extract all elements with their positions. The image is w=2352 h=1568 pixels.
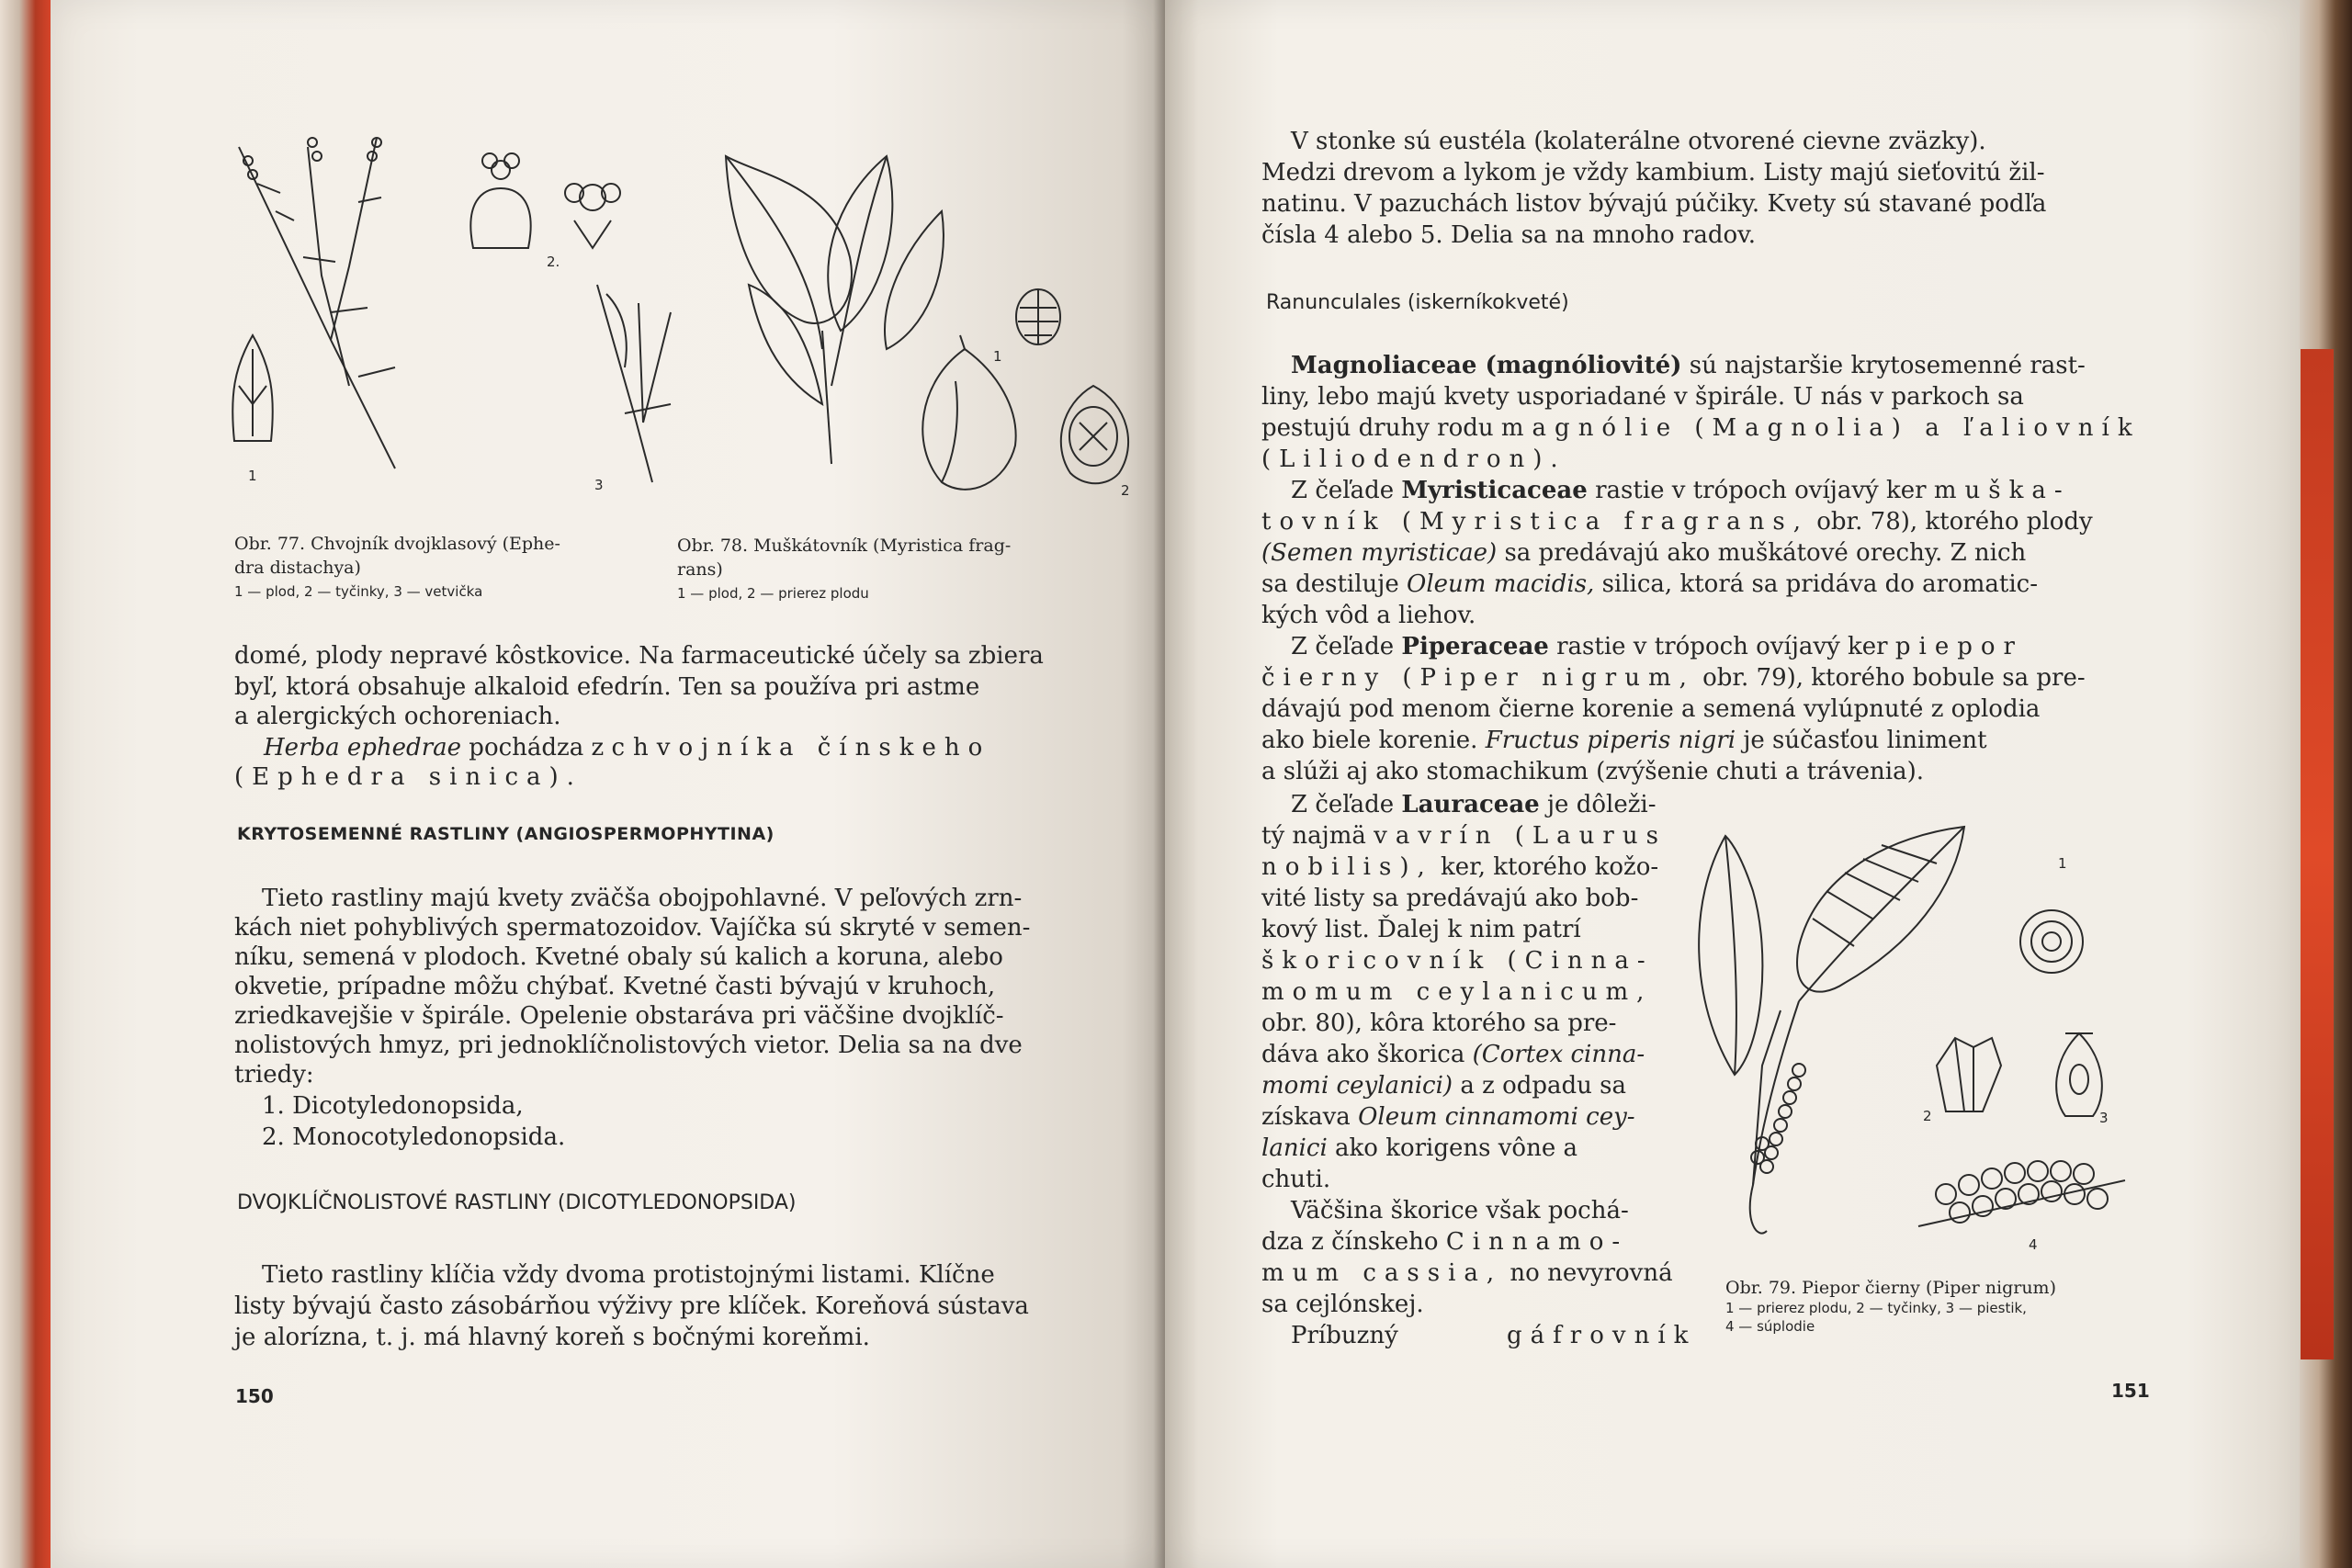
left-para3-line7: triedy: — [234, 1061, 314, 1089]
fig77-caption-title: Obr. 77. Chvojník dvojklasový (Ephe- — [234, 534, 560, 554]
fig77-label-2: 2. — [547, 254, 560, 270]
fig78-caption-title: Obr. 78. Muškátovník (Myristica frag- — [677, 536, 1012, 556]
laur-line5: kový list. Ďalej k nim patrí — [1261, 916, 1581, 943]
laur-line6: škoricovník (Cinna- — [1261, 947, 1654, 975]
fig78-label-1: 1 — [993, 348, 1002, 365]
right-para1-line2: Medzi drevom a lykom je vždy kambium. Listy majú sieťovitú žil- — [1261, 159, 2045, 186]
chvojnik-cinsky-term: chvojníka čínskeho — [611, 734, 991, 761]
fig78-label-2: 2 — [1121, 482, 1130, 499]
left-para3-line2: kách niet pohyblivých spermatozoidov. Vajíčka sú skryté v semen- — [234, 914, 1031, 942]
left-para1-line1: domé, plody nepravé kôstkovice. Na farmaceutické účely sa zbiera — [234, 642, 1044, 670]
laur-line1: Z čeľade Lauraceae je dôleži- — [1291, 791, 1657, 818]
cass-line2: dza z čínskeho Cinnamo- — [1261, 1228, 1629, 1256]
piper-line3: dávajú pod menom čierne korenie a semená vylúpnuté z oplodia — [1261, 695, 2041, 723]
left-para3-line1: Tieto rastliny majú kvety zväčša obojpohlavné. V peľových zrn- — [262, 885, 1023, 912]
fig78-seed-illustration — [1011, 285, 1066, 349]
lauraceae-term: Lauraceae — [1401, 791, 1540, 818]
laur-line8: obr. 80), kôra ktorého sa pre- — [1261, 1010, 1617, 1037]
left-para4-line1: Tieto rastliny klíčia vždy dvoma protistojnými listami. Klíčne — [262, 1261, 995, 1289]
left-page — [51, 0, 1167, 1568]
cass-line4: sa cejlónskej. — [1261, 1291, 1424, 1318]
semen-myristicae-term: (Semen myristicae) — [1261, 539, 1498, 567]
fig77-stamen-illustration — [464, 147, 639, 257]
herba-ephedrae-term: Herba ephedrae — [264, 734, 462, 761]
piper-line4: ako biele korenie. Fructus piperis nigri je súčasťou liniment — [1261, 727, 1987, 754]
myristic-line5: kých vôd a liehov. — [1261, 602, 1476, 629]
fig77-label-3: 3 — [594, 477, 604, 493]
right-para1-line3: natinu. V pazuchách listov bývajú púčiky. Kvety sú stavané podľa — [1261, 190, 2047, 218]
fig79-stamens-illustration — [1928, 1029, 2010, 1121]
piperaceae-term: Piperaceae — [1401, 633, 1549, 660]
magnolia-line2: liny, lebo majú kvety usporiadané v špirále. U nás v parkoch sa — [1261, 383, 2024, 411]
fig79-infructescence-illustration — [1918, 1144, 2125, 1235]
right-para1-line1: V stonke sú eustéla (kolaterálne otvorené cievne zväzky). — [1291, 128, 1986, 155]
myristic-line1: Z čeľade Myristicaceae rastie v trópoch ovíjavý ker muška- — [1291, 477, 2071, 504]
fig78-fruit-illustration — [905, 335, 1024, 501]
list-item-1: 1. Dicotyledonopsida, — [262, 1092, 524, 1120]
fig78-cross-section-illustration — [1047, 381, 1139, 487]
page-number-left: 150 — [235, 1385, 274, 1407]
page-number-right: 151 — [2111, 1380, 2150, 1402]
cass-line1: Väčšina škorice však pochá- — [1291, 1197, 1629, 1224]
fig79-caption-sub2: 4 — súplodie — [1725, 1318, 1815, 1335]
left-para2-line1: Herba ephedrae pochádza z chvojníka čínskeho — [264, 734, 991, 761]
left-para4-line2: listy bývajú často zásobárňou výživy pre klíček. Koreňová sústava — [234, 1292, 1029, 1320]
fig79-caption-title: Obr. 79. Piepor čierny (Piper nigrum) — [1725, 1278, 2056, 1298]
magnolia-genus-term: magnólie (Magnolia) a ľaliovník — [1500, 414, 2141, 442]
fig77-fruit-illustration — [225, 331, 280, 450]
myristic-line4: sa destiluje Oleum macidis, silica, ktorá sa pridáva do aromatic- — [1261, 570, 2039, 598]
fig79-caption-sub1: 1 — prierez plodu, 2 — tyčinky, 3 — piestik, — [1725, 1300, 2027, 1316]
left-para1-line3: a alergických ochoreniach. — [234, 703, 561, 730]
laur-line7: momum ceylanicum, — [1261, 978, 1653, 1006]
fig78-caption-title-2: rans) — [677, 559, 723, 580]
left-para3-line3: níku, semená v plodoch. Kvetné obaly sú kalich a koruna, alebo — [234, 943, 1003, 971]
cover-red-strip — [2301, 349, 2334, 1359]
right-para1-line4: čísla 4 alebo 5. Delia sa na mnoho radov. — [1261, 221, 1757, 249]
left-para3-line6: nolistových hmyz, pri jednoklíčnolistových vietor. Delia sa na dve — [234, 1032, 1023, 1059]
laur-line13: chuti. — [1261, 1166, 1331, 1193]
fig79-label-3: 3 — [2099, 1110, 2109, 1126]
piper-line2: čierny (Piper nigrum, obr. 79), ktorého bobule sa pre- — [1261, 664, 2086, 692]
laur-line2: tý najmä vavrín (Laurus — [1261, 822, 1667, 850]
myristic-line3: (Semen myristicae) sa predávajú ako muškátové orechy. Z nich — [1261, 539, 2027, 567]
laur-line11: získava Oleum cinnamomi cey- — [1261, 1103, 1635, 1131]
fig79-label-4: 4 — [2029, 1236, 2038, 1253]
myristicaceae-term: Myristicaceae — [1401, 477, 1588, 504]
left-para3-line5: zriedkavejšie v špirále. Opelenie obstaráva pri väčšine dvojklíč- — [234, 1002, 1004, 1030]
fig77-caption-title-2: dra distachya) — [234, 558, 361, 578]
magnoliaceae-term: Magnoliaceae (magnóliovité) — [1291, 352, 1682, 379]
piper-line1: Z čeľade Piperaceae rastie v trópoch ovíjavý ker piepor — [1291, 633, 2023, 660]
fig79-fruit-section-illustration — [2015, 905, 2088, 978]
heading-ranunculales: Ranunculales (iskerníkokveté) — [1266, 291, 1569, 314]
laur-line10: momi ceylanici) a z odpadu sa — [1261, 1072, 1627, 1100]
left-para1-line2: byľ, ktorá obsahuje alkaloid efedrín. Ten sa používa pri astme — [234, 673, 980, 701]
piper-line5: a slúži aj ako stomachikum (zvýšenie chuti a trávenia). — [1261, 758, 1925, 785]
left-para3-line4: okvetie, prípadne môžu chýbať. Kvetné časti bývajú v kruhoch, — [234, 973, 996, 1000]
right-page — [1165, 0, 2300, 1568]
laur-line9: dáva ako škorica (Cortex cinna- — [1261, 1041, 1645, 1068]
magnolia-line1: Magnoliaceae (magnóliovité) sú najstaršie krytosemenné rast- — [1291, 352, 2086, 379]
fig79-label-2: 2 — [1923, 1108, 1932, 1124]
heading-dicotyledonopsida: DVOJKLÍČNOLISTOVÉ RASTLINY (DICOTYLEDONOPSIDA) — [237, 1191, 797, 1214]
fig77-twig-illustration — [588, 276, 698, 487]
fructus-piperis-term: Fructus piperis nigri — [1485, 727, 1736, 754]
myristic-line2: tovník (Myristica fragrans, obr. 78), ktorého plody — [1261, 508, 2093, 536]
cass-line3: mum cassia, no nevyrovná — [1261, 1259, 1673, 1287]
cass-line5: Príbuzný gáfrovník — [1291, 1322, 1697, 1349]
left-para4-line3: je alorízna, t. j. má hlavný koreň s bočnými koreňmi. — [234, 1324, 870, 1351]
laur-line12: lanici ako korigens vône a — [1261, 1134, 1577, 1162]
fig78-caption-sub: 1 — plod, 2 — prierez plodu — [677, 585, 869, 602]
fig77-caption-sub: 1 — plod, 2 — tyčinky, 3 — vetvička — [234, 583, 483, 600]
magnolia-line3: pestujú druhy rodu magnólie (Magnolia) a ľaliovník — [1261, 414, 2141, 442]
laur-line4: vité listy sa predávajú ako bob- — [1261, 885, 1639, 912]
list-item-2: 2. Monocotyledonopsida. — [262, 1123, 566, 1151]
laur-line3: nobilis), ker, ktorého kožo- — [1261, 853, 1659, 881]
fig77-label-1: 1 — [248, 468, 257, 484]
magnolia-line4: (Liliodendron). — [1261, 446, 1566, 473]
fig79-label-1: 1 — [2058, 855, 2067, 872]
heading-angiospermophytina: KRYTOSEMENNÉ RASTLINY (ANGIOSPERMOPHYTINA) — [237, 824, 775, 844]
left-para2-line2: (Ephedra sinica). — [234, 763, 582, 791]
